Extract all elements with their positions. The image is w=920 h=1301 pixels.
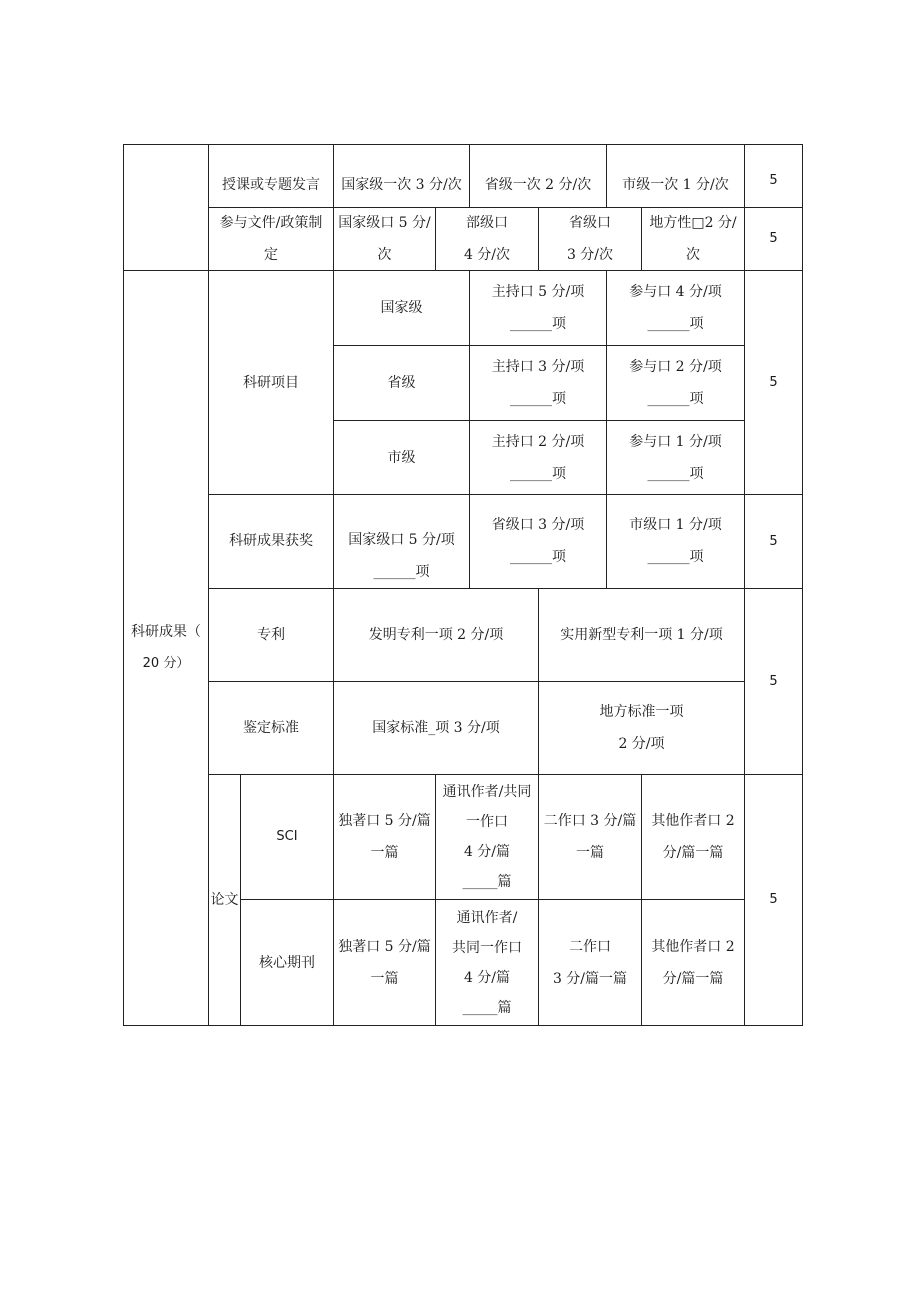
project-municipal-join: 参与口 1 分/项 ______项	[606, 420, 745, 495]
award-score: 5	[744, 494, 803, 589]
project-national-level: 国家级	[333, 270, 470, 346]
award-national: 国家级口 5 分/项 ______项	[333, 494, 470, 589]
project-national-join: 参与口 4 分/项 ______项	[606, 270, 745, 346]
policy-score: 5	[744, 207, 803, 271]
lecture-municipal: 市级一次 1 分/次	[606, 144, 745, 208]
project-provincial-host: 主持口 3 分/项 ______项	[469, 345, 607, 421]
standard-local: 地方标准一项 2 分/项	[538, 681, 745, 775]
project-label: 科研项目	[208, 270, 334, 495]
project-score: 5	[744, 270, 803, 495]
paper-core-second: 二作口 3 分/篇一篇	[538, 899, 642, 1026]
paper-score: 5	[744, 774, 803, 1026]
policy-label: 参与文件/政策制 定	[208, 207, 334, 271]
policy-local: 地方性□2 分/ 次	[641, 207, 745, 271]
project-national-host: 主持口 5 分/项 ______项	[469, 270, 607, 346]
standard-national: 国家标准_项 3 分/项	[333, 681, 539, 775]
award-municipal: 市级口 1 分/项 ______项	[606, 494, 745, 589]
policy-ministry: 部级口 4 分/次	[435, 207, 539, 271]
paper-label: 论文	[208, 774, 241, 1026]
paper-core-sole: 独著口 5 分/篇 一篇	[333, 899, 436, 1026]
patent-standard-score: 5	[744, 588, 803, 775]
lecture-score: 5	[744, 144, 803, 208]
policy-national: 国家级口 5 分/ 次	[333, 207, 436, 271]
patent-label: 专利	[208, 588, 334, 682]
lecture-national: 国家级一次 3 分/次	[333, 144, 470, 208]
paper-core-other: 其他作者口 2 分/篇一篇	[641, 899, 745, 1026]
standard-label: 鉴定标准	[208, 681, 334, 775]
policy-provincial: 省级口 3 分/次	[538, 207, 642, 271]
lecture-label: 授课或专题发言	[208, 144, 334, 208]
paper-sci-second: 二作口 3 分/篇 一篇	[538, 774, 642, 900]
award-provincial: 省级口 3 分/项 ______项	[469, 494, 607, 589]
project-municipal-level: 市级	[333, 420, 470, 495]
paper-core-label: 核心期刊	[240, 899, 334, 1026]
award-label: 科研成果获奖	[208, 494, 334, 589]
project-provincial-join: 参与口 2 分/项 ______项	[606, 345, 745, 421]
section-cell-empty	[123, 144, 209, 271]
paper-sci-sole: 独著口 5 分/篇 一篇	[333, 774, 436, 900]
patent-utility: 实用新型专利一项 1 分/项	[538, 588, 745, 682]
patent-invention: 发明专利一项 2 分/项	[333, 588, 539, 682]
paper-sci-corresponding: 通讯作者/共同 一作口 4 分/篇 _____篇	[435, 774, 539, 900]
paper-sci-other: 其他作者口 2 分/篇一篇	[641, 774, 745, 900]
paper-sci-label: SCI	[240, 774, 334, 900]
paper-core-corresponding: 通讯作者/ 共同一作口 4 分/篇 _____篇	[435, 899, 539, 1026]
lecture-provincial: 省级一次 2 分/次	[469, 144, 607, 208]
project-provincial-level: 省级	[333, 345, 470, 421]
project-municipal-host: 主持口 2 分/项 ______项	[469, 420, 607, 495]
research-section-label: 科研成果（ 20 分）	[123, 270, 209, 1026]
